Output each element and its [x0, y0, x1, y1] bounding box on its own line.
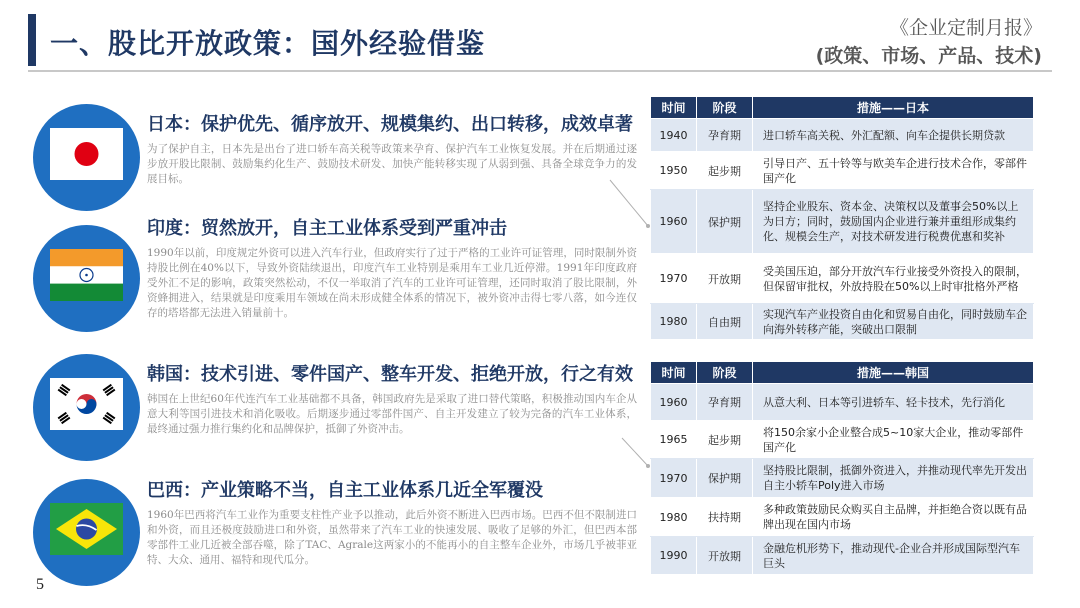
table-row	[651, 190, 1034, 254]
korea-flag-icon	[50, 378, 123, 430]
row-phase: 自由期	[697, 304, 753, 340]
india-flag-circle	[33, 225, 140, 332]
japan-flag-circle	[33, 104, 140, 211]
row-year: 1950	[651, 152, 697, 190]
japan-flag	[50, 128, 123, 180]
row-phase: 保护期	[697, 190, 753, 254]
col-header-measure: 措施——韩国	[753, 362, 1034, 384]
india-heading: 印度：贸然放开，自主工业体系受到严重冲击	[147, 218, 507, 239]
korea-flag	[50, 378, 123, 430]
col-header-time: 时间	[651, 97, 697, 119]
country-block-india	[147, 214, 637, 321]
report-name: 《企业定制月报》	[889, 17, 1042, 39]
row-phase: 起步期	[697, 421, 753, 459]
row-year: 1990	[651, 537, 697, 575]
japan-timeline-table	[650, 96, 1034, 340]
row-measure: 从意大利、日本等引进轿车、轻卡技术，先行消化	[753, 384, 1034, 421]
col-header-time: 时间	[651, 362, 697, 384]
table-header-row	[651, 97, 1034, 119]
brazil-flag	[50, 503, 123, 555]
row-measure: 金融危机形势下，推动现代-企业合并形成国际型汽车巨头	[753, 537, 1034, 575]
table-row	[651, 152, 1034, 190]
row-measure: 坚持股比限制，抵御外资进入，并推动现代率先开发出自主小轿车Poly进入市场	[753, 459, 1034, 498]
table-row	[651, 459, 1034, 498]
row-phase: 孕育期	[697, 119, 753, 152]
page-number: 5	[36, 576, 44, 593]
table-row	[651, 537, 1034, 575]
row-year: 1960	[651, 384, 697, 421]
table-row	[651, 384, 1034, 421]
row-measure: 进口轿车高关税、外汇配额、向车企提供长期贷款	[753, 119, 1034, 152]
korea-text: 韩国在上世纪60年代连汽车工业基础都不具备，韩国政府先是采取了进口替代策略，积极推动国内车企从意大利等国引进技术和消化吸收。后期逐步通过零部件国产、自主开发建立了较为完备的汽车工业体系，最终通过强力推行集约化和品牌保护，抵御了外资冲击。	[147, 393, 637, 435]
japan-flag-icon	[50, 128, 123, 180]
country-block-brazil	[147, 476, 637, 568]
row-phase: 开放期	[697, 254, 753, 304]
row-phase: 孕育期	[697, 384, 753, 421]
table-row	[651, 421, 1034, 459]
row-measure: 多种政策鼓励民众购买自主品牌，并拒绝合资以既有品牌出现在国内市场	[753, 498, 1034, 537]
col-header-phase: 阶段	[697, 362, 753, 384]
table-row	[651, 254, 1034, 304]
table-header-row	[651, 362, 1034, 384]
title-accent-bar	[28, 14, 36, 66]
table-row	[651, 498, 1034, 537]
row-measure: 实现汽车产业投资自由化和贸易自由化，同时鼓励车企向海外转移产能，突破出口限制	[753, 304, 1034, 340]
report-subtitle: (政策、市场、产品、技术)	[815, 45, 1042, 67]
india-flag-icon	[50, 249, 123, 301]
table-row	[651, 119, 1034, 152]
brazil-flag-circle	[33, 479, 140, 586]
korea-connector	[622, 438, 648, 466]
row-phase: 起步期	[697, 152, 753, 190]
japan-text: 为了保护自主，日本先是出台了进口轿车高关税等政策来孕育、保护汽车工业恢复发展。并在后期通过逐步放开股比限制、鼓励集约化生产、鼓励技术研发、加快产能转移实现了从弱到强、具备全球竞争力的发展目标。	[147, 143, 637, 185]
korea-timeline-table	[650, 361, 1034, 575]
row-year: 1970	[651, 254, 697, 304]
page-title: 一、股比开放政策：国外经验借鉴	[50, 27, 486, 60]
korea-heading: 韩国：技术引进、零件国产、整车开发、拒绝开放，行之有效	[147, 364, 633, 385]
row-year: 1970	[651, 459, 697, 498]
row-year: 1960	[651, 190, 697, 254]
row-phase: 开放期	[697, 537, 753, 575]
row-measure: 受美国压迫，部分开放汽车行业接受外资投入的限制，但保留审批权，外放持股在50%以上时审批格外严格	[753, 254, 1034, 304]
country-block-korea	[147, 360, 637, 437]
row-measure: 坚持企业股东、资本金、决策权以及董事会50%以上为日方；同时，鼓励国内企业进行兼并重组形成集约化、规模会生产，对技术研发进行税费优惠和奖补	[753, 190, 1034, 254]
report-label	[816, 14, 1042, 70]
row-phase: 保护期	[697, 459, 753, 498]
row-year: 1965	[651, 421, 697, 459]
brazil-flag-icon	[50, 503, 123, 555]
brazil-text: 1960年巴西将汽车工业作为重要支柱性产业予以推动，此后外资不断进入巴西市场。巴西不但不限制进口和外资，而且还极度鼓励进口和外资，虽然带来了汽车工业的快速发展、吸收了足够的外汇，但巴西本部零部件工业几近被全部吞噬，除了TAC、Agrale这两家小的不能再小的自主整车企业外，市场几乎被菲亚特、大众、通用、福特和现代瓜分。	[147, 509, 637, 566]
country-block-japan	[147, 110, 637, 187]
row-year: 1940	[651, 119, 697, 152]
india-flag	[50, 249, 123, 301]
row-phase: 扶持期	[697, 498, 753, 537]
row-year: 1980	[651, 498, 697, 537]
header-divider	[28, 70, 1052, 72]
col-header-measure: 措施——日本	[753, 97, 1034, 119]
brazil-heading: 巴西：产业策略不当，自主工业体系几近全军覆没	[147, 480, 543, 501]
korea-flag-circle	[33, 354, 140, 461]
row-year: 1980	[651, 304, 697, 340]
row-measure: 引导日产、五十铃等与欧美车企进行技术合作，零部件国产化	[753, 152, 1034, 190]
row-measure: 将150余家小企业整合成5~10家大企业，推动零部件国产化	[753, 421, 1034, 459]
japan-heading: 日本：保护优先、循序放开、规模集约、出口转移，成效卓著	[147, 114, 633, 135]
col-header-phase: 阶段	[697, 97, 753, 119]
table-row	[651, 304, 1034, 340]
india-text: 1990年以前，印度规定外资可以进入汽车行业，但政府实行了过于严格的工业许可证管理，同时限制外资持股比例在40%以下，导致外资陆续退出，印度汽车工业特别是乘用车工业几近停滞。1991年印度政府受外汇不足的影响，政策突然松动，不仅一举取消了汽车的工业许可证管理，还同时取消了股比限制，外资蜂拥进入，结果就是印度乘用车领域在尚未形成健全体系的情况下，被外资冲击得七零八落，如今连仅存的塔塔都无法进入销量前十。	[147, 247, 637, 319]
